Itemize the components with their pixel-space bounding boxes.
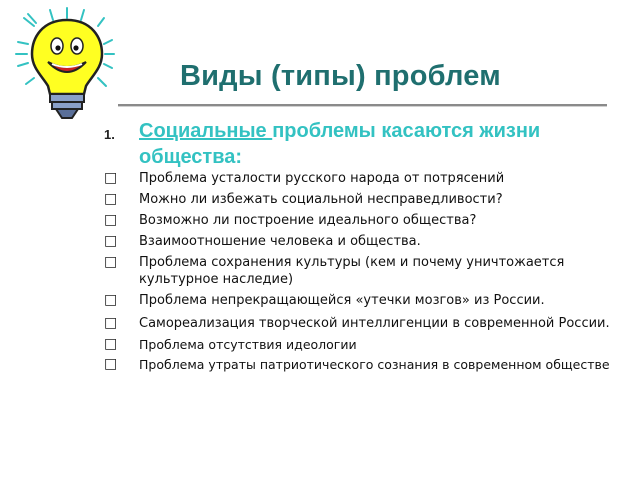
list-item: □ Возможно ли построение идеального общества?	[104, 212, 477, 228]
smiling-lightbulb-icon	[12, 6, 122, 121]
list-item: □ Проблема усталости русского народа от потрясений	[104, 170, 505, 186]
slide-title: Виды (типы) проблем	[180, 60, 501, 92]
social-link[interactable]: Социальные	[139, 120, 273, 142]
section-heading	[104, 118, 604, 170]
bullet-icon: □	[104, 336, 118, 352]
bullet-icon: □	[104, 356, 118, 372]
heading-text: проблемы касаются жизни общества:	[139, 120, 541, 168]
list-item: □ Проблема непрекращающейся «утечки мозгов» из России.	[104, 292, 545, 308]
list-item: □ Проблема утраты патриотического сознания в современном обществе	[104, 356, 610, 372]
bullet-icon: □	[104, 233, 118, 249]
bullet-icon: □	[104, 212, 118, 228]
bullet-icon: □	[104, 191, 118, 207]
bullet-icon: □	[104, 170, 118, 186]
list-item: □ Проблема сохранения культуры (кем и почему уничтожается культурное наследие)	[104, 254, 565, 287]
title-divider	[118, 104, 607, 106]
list-item: □ Взаимоотношение человека и общества.	[104, 233, 421, 249]
list-item: □ Можно ли избежать социальной несправедливости?	[104, 191, 503, 207]
problem-list	[104, 170, 619, 376]
bullet-icon: □	[104, 315, 118, 331]
bullet-icon: □	[104, 254, 118, 270]
heading-number: 1.	[104, 127, 115, 142]
list-item: □ Самореализация творческой интеллигенции в современной России.	[104, 313, 619, 334]
bullet-icon: □	[104, 292, 118, 308]
list-item: □ Проблема отсутствия идеологии	[104, 336, 357, 352]
